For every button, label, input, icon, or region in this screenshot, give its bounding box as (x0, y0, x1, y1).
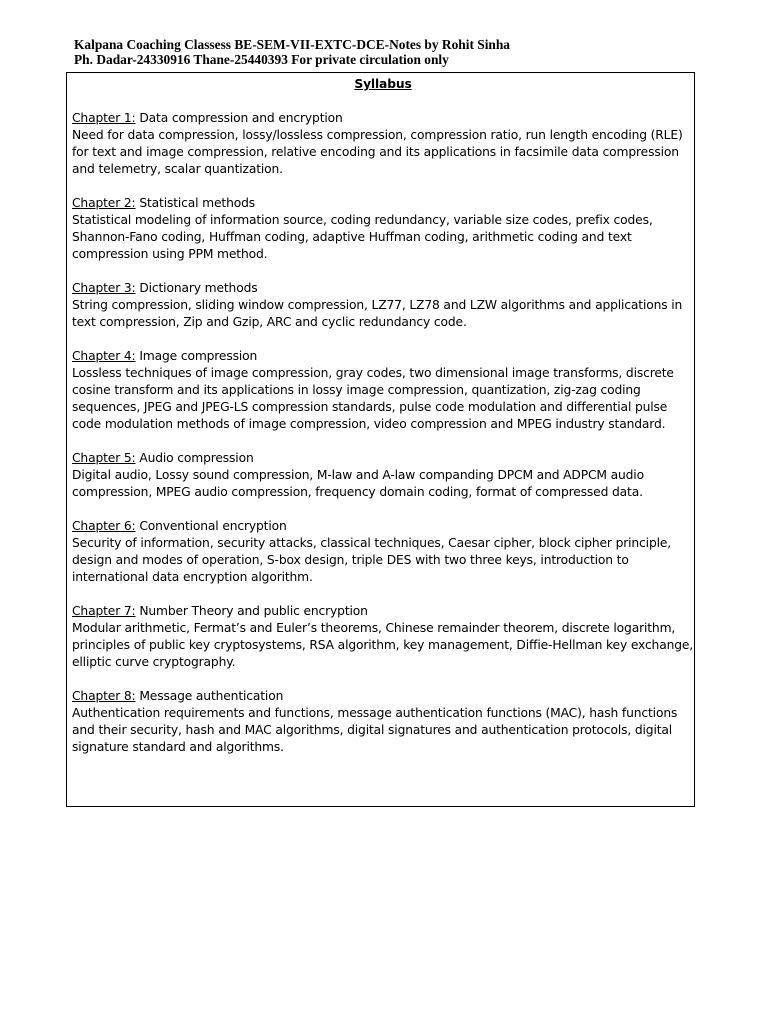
chapter-title: Number Theory and public encryption (139, 604, 368, 618)
chapter-8 (72, 688, 694, 756)
chapter-6 (72, 518, 694, 586)
header-line-2: Ph. Dadar-24330916 Thane-25440393 For private circulation only (74, 52, 449, 67)
chapter-5 (72, 450, 694, 501)
chapter-1 (72, 110, 694, 178)
chapter-description: Modular arithmetic, Fermat’s and Euler’s theorems, Chinese remainder theorem, discrete logarithm, principles of public key cryptosystems, RSA algorithm, key management, Diffie-Hellman key exchange, elliptic curve cryptography. (72, 621, 694, 669)
chapter-heading (72, 450, 694, 467)
chapter-label: Chapter 8: (72, 689, 136, 703)
chapter-title: Statistical methods (139, 196, 256, 210)
chapter-label: Chapter 4: (72, 349, 136, 363)
chapter-description: Authentication requirements and functions, message authentication functions (MAC), hash functions and their security, hash and MAC algorithms, digital signatures and authentication protocols, digital signature standard and algorithms. (72, 706, 678, 754)
chapter-label: Chapter 6: (72, 519, 136, 533)
chapter-description: Statistical modeling of information source, coding redundancy, variable size codes, prefix codes, Shannon-Fano coding, Huffman coding, adaptive Huffman coding, arithmetic coding and text compression using PPM method. (72, 213, 653, 261)
chapter-label: Chapter 7: (72, 604, 136, 618)
chapter-label: Chapter 5: (72, 451, 136, 465)
chapter-description: Need for data compression, lossy/lossless compression, compression ratio, run length encoding (RLE) for text and image compression, relative encoding and its applications in facsimile data compression and telemetry, scalar quantization. (72, 128, 683, 176)
chapter-description: Lossless techniques of image compression, gray codes, two dimensional image transforms, discrete cosine transform and its applications in lossy image compression, quantization, zig-zag coding sequences, JPEG and JPEG-LS compression standards, pulse code modulation and differential pulse code modulation methods of image compression, video compression and MPEG industry standard. (72, 366, 674, 431)
chapter-4 (72, 348, 694, 433)
syllabus-content (72, 76, 694, 773)
chapter-7 (72, 603, 694, 671)
chapter-title: Audio compression (139, 451, 254, 465)
chapter-title: Data compression and encryption (139, 111, 343, 125)
chapter-title: Message authentication (139, 689, 284, 703)
chapter-description: Security of information, security attacks, classical techniques, Caesar cipher, block cipher principle, design and modes of operation, S-box design, triple DES with two three keys, introduction to international data encryption algorithm. (72, 536, 672, 584)
page-header (74, 37, 714, 67)
chapter-heading (72, 110, 694, 127)
chapter-title: Dictionary methods (139, 281, 258, 295)
chapter-label: Chapter 1: (72, 111, 136, 125)
chapter-heading (72, 688, 694, 705)
chapter-description: String compression, sliding window compression, LZ77, LZ78 and LZW algorithms and applications in text compression, Zip and Gzip, ARC and cyclic redundancy code. (72, 298, 683, 329)
syllabus-title: Syllabus (354, 77, 412, 91)
chapter-heading (72, 603, 694, 620)
chapter-3 (72, 280, 694, 331)
syllabus-box (66, 72, 695, 807)
chapter-heading (72, 280, 694, 297)
chapter-2 (72, 195, 694, 263)
chapter-title: Conventional encryption (139, 519, 287, 533)
chapter-label: Chapter 2: (72, 196, 136, 210)
chapter-heading (72, 518, 694, 535)
chapter-label: Chapter 3: (72, 281, 136, 295)
chapter-title: Image compression (139, 349, 258, 363)
chapter-heading (72, 348, 694, 365)
chapter-heading (72, 195, 694, 212)
header-line-1: Kalpana Coaching Classess BE-SEM-VII-EXTC-DCE-Notes by Rohit Sinha (74, 37, 511, 52)
chapter-description: Digital audio, Lossy sound compression, M-law and A-law companding DPCM and ADPCM audio compression, MPEG audio compression, frequency domain coding, format of compressed data. (72, 468, 644, 499)
